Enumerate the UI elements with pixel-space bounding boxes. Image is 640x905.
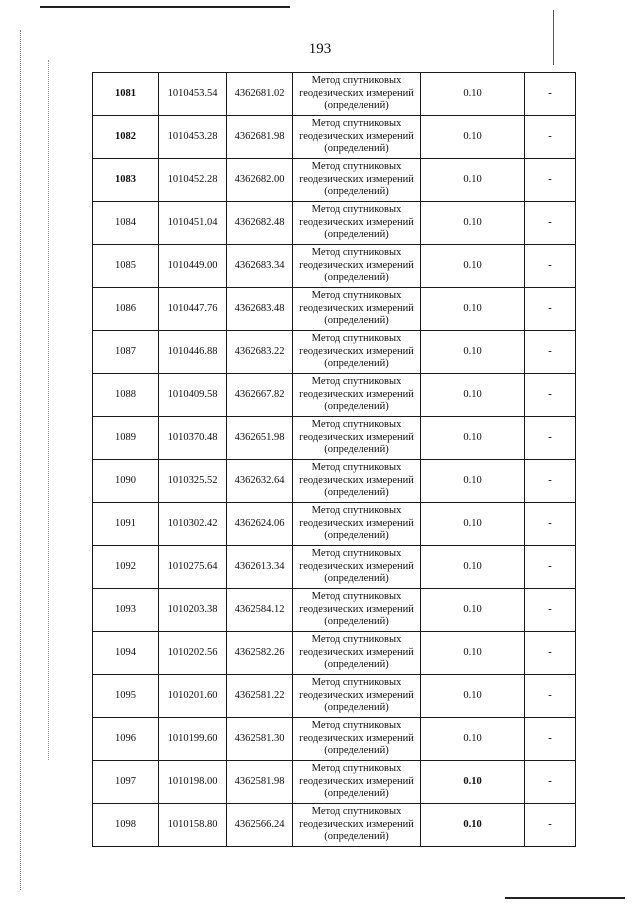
method-line: геодезических измерений <box>299 732 414 744</box>
method-line: Метод спутниковых <box>311 634 402 646</box>
method-line: геодезических измерений <box>299 302 414 314</box>
note-cell: - <box>525 116 576 159</box>
measurement-method <box>293 675 421 718</box>
x-coordinate: 1010453.28 <box>159 116 227 159</box>
method-line: Метод спутниковых <box>311 462 402 474</box>
accuracy-value: 0.10 <box>421 460 525 503</box>
scan-artifact-left-margin-2 <box>48 60 49 760</box>
point-number: 1086 <box>93 288 159 331</box>
method-line: геодезических измерений <box>299 388 414 400</box>
method-line: (определений) <box>324 186 389 198</box>
measurement-method <box>293 503 421 546</box>
note-cell: - <box>525 202 576 245</box>
x-coordinate: 1010447.76 <box>159 288 227 331</box>
y-coordinate: 4362682.00 <box>227 159 293 202</box>
method-line: Метод спутниковых <box>311 204 402 216</box>
point-number: 1082 <box>93 116 159 159</box>
method-line: Метод спутниковых <box>311 118 402 130</box>
method-line: геодезических измерений <box>299 517 414 529</box>
method-line: Метод спутниковых <box>311 75 402 87</box>
method-line: Метод спутниковых <box>311 806 402 818</box>
method-line: (определений) <box>324 659 389 671</box>
x-coordinate: 1010201.60 <box>159 675 227 718</box>
y-coordinate: 4362682.48 <box>227 202 293 245</box>
page-number: 193 <box>308 41 332 57</box>
method-line: геодезических измерений <box>299 646 414 658</box>
point-number: 1090 <box>93 460 159 503</box>
point-number: 1081 <box>93 73 159 116</box>
measurement-method <box>293 73 421 116</box>
accuracy-value: 0.10 <box>421 632 525 675</box>
method-line: (определений) <box>324 530 389 542</box>
table-row <box>93 804 576 847</box>
point-number: 1098 <box>93 804 159 847</box>
method-line: (определений) <box>324 487 389 499</box>
measurement-method <box>293 460 421 503</box>
y-coordinate: 4362683.22 <box>227 331 293 374</box>
method-line: геодезических измерений <box>299 775 414 787</box>
accuracy-value: 0.10 <box>421 804 525 847</box>
y-coordinate: 4362566.24 <box>227 804 293 847</box>
table-row <box>93 675 576 718</box>
table-row <box>93 116 576 159</box>
y-coordinate: 4362584.12 <box>227 589 293 632</box>
scan-artifact-bottom-line <box>505 897 625 899</box>
y-coordinate: 4362681.98 <box>227 116 293 159</box>
x-coordinate: 1010302.42 <box>159 503 227 546</box>
scan-artifact-left-margin <box>20 30 21 890</box>
method-line: геодезических измерений <box>299 130 414 142</box>
method-line: (определений) <box>324 272 389 284</box>
y-coordinate: 4362581.22 <box>227 675 293 718</box>
point-number: 1083 <box>93 159 159 202</box>
accuracy-value: 0.10 <box>421 116 525 159</box>
method-line: (определений) <box>324 788 389 800</box>
point-number: 1084 <box>93 202 159 245</box>
method-line: геодезических измерений <box>299 173 414 185</box>
method-line: Метод спутниковых <box>311 677 402 689</box>
table-row <box>93 503 576 546</box>
note-cell: - <box>525 589 576 632</box>
accuracy-value: 0.10 <box>421 374 525 417</box>
method-line: Метод спутниковых <box>311 548 402 560</box>
method-line: (определений) <box>324 229 389 241</box>
x-coordinate: 1010203.38 <box>159 589 227 632</box>
coordinates-table <box>92 72 576 847</box>
x-coordinate: 1010449.00 <box>159 245 227 288</box>
method-line: (определений) <box>324 573 389 585</box>
y-coordinate: 4362581.30 <box>227 718 293 761</box>
method-line: Метод спутниковых <box>311 505 402 517</box>
method-line: Метод спутниковых <box>311 247 402 259</box>
table-row <box>93 417 576 460</box>
method-line: геодезических измерений <box>299 87 414 99</box>
method-line: геодезических измерений <box>299 431 414 443</box>
accuracy-value: 0.10 <box>421 202 525 245</box>
point-number: 1089 <box>93 417 159 460</box>
x-coordinate: 1010370.48 <box>159 417 227 460</box>
accuracy-value: 0.10 <box>421 718 525 761</box>
note-cell: - <box>525 245 576 288</box>
measurement-method <box>293 804 421 847</box>
note-cell: - <box>525 288 576 331</box>
measurement-method <box>293 245 421 288</box>
point-number: 1091 <box>93 503 159 546</box>
method-line: геодезических измерений <box>299 474 414 486</box>
point-number: 1097 <box>93 761 159 804</box>
accuracy-value: 0.10 <box>421 546 525 589</box>
measurement-method <box>293 761 421 804</box>
method-line: Метод спутниковых <box>311 290 402 302</box>
accuracy-value: 0.10 <box>421 159 525 202</box>
measurement-method <box>293 288 421 331</box>
point-number: 1088 <box>93 374 159 417</box>
x-coordinate: 1010409.58 <box>159 374 227 417</box>
note-cell: - <box>525 503 576 546</box>
method-line: (определений) <box>324 315 389 327</box>
accuracy-value: 0.10 <box>421 73 525 116</box>
table-row <box>93 331 576 374</box>
method-line: геодезических измерений <box>299 259 414 271</box>
table-row <box>93 374 576 417</box>
table-row <box>93 761 576 804</box>
note-cell: - <box>525 331 576 374</box>
note-cell: - <box>525 374 576 417</box>
point-number: 1087 <box>93 331 159 374</box>
method-line: Метод спутниковых <box>311 419 402 431</box>
scan-artifact-top-line <box>40 6 290 8</box>
point-number: 1095 <box>93 675 159 718</box>
table-row <box>93 546 576 589</box>
table-row <box>93 288 576 331</box>
measurement-method <box>293 374 421 417</box>
measurement-method <box>293 718 421 761</box>
method-line: геодезических измерений <box>299 560 414 572</box>
accuracy-value: 0.10 <box>421 675 525 718</box>
y-coordinate: 4362651.98 <box>227 417 293 460</box>
table-row <box>93 159 576 202</box>
method-line: (определений) <box>324 702 389 714</box>
method-line: (определений) <box>324 745 389 757</box>
y-coordinate: 4362632.64 <box>227 460 293 503</box>
y-coordinate: 4362581.98 <box>227 761 293 804</box>
accuracy-value: 0.10 <box>421 245 525 288</box>
table-row <box>93 460 576 503</box>
x-coordinate: 1010275.64 <box>159 546 227 589</box>
method-line: геодезических измерений <box>299 818 414 830</box>
note-cell: - <box>525 417 576 460</box>
accuracy-value: 0.10 <box>421 331 525 374</box>
x-coordinate: 1010202.56 <box>159 632 227 675</box>
y-coordinate: 4362683.48 <box>227 288 293 331</box>
measurement-method <box>293 202 421 245</box>
x-coordinate: 1010453.54 <box>159 73 227 116</box>
x-coordinate: 1010451.04 <box>159 202 227 245</box>
accuracy-value: 0.10 <box>421 417 525 460</box>
method-line: Метод спутниковых <box>311 376 402 388</box>
table-row <box>93 245 576 288</box>
method-line: геодезических измерений <box>299 603 414 615</box>
method-line: (определений) <box>324 616 389 628</box>
accuracy-value: 0.10 <box>421 589 525 632</box>
measurement-method <box>293 546 421 589</box>
note-cell: - <box>525 718 576 761</box>
measurement-method <box>293 116 421 159</box>
method-line: (определений) <box>324 358 389 370</box>
method-line: (определений) <box>324 831 389 843</box>
point-number: 1092 <box>93 546 159 589</box>
method-line: (определений) <box>324 100 389 112</box>
point-number: 1094 <box>93 632 159 675</box>
measurement-method <box>293 632 421 675</box>
accuracy-value: 0.10 <box>421 288 525 331</box>
measurement-method <box>293 589 421 632</box>
note-cell: - <box>525 761 576 804</box>
method-line: Метод спутниковых <box>311 720 402 732</box>
y-coordinate: 4362683.34 <box>227 245 293 288</box>
table-row <box>93 589 576 632</box>
measurement-method <box>293 417 421 460</box>
point-number: 1085 <box>93 245 159 288</box>
method-line: геодезических измерений <box>299 345 414 357</box>
measurement-method <box>293 159 421 202</box>
note-cell: - <box>525 675 576 718</box>
y-coordinate: 4362624.06 <box>227 503 293 546</box>
note-cell: - <box>525 804 576 847</box>
x-coordinate: 1010325.52 <box>159 460 227 503</box>
y-coordinate: 4362681.02 <box>227 73 293 116</box>
point-number: 1096 <box>93 718 159 761</box>
table-row <box>93 73 576 116</box>
point-number: 1093 <box>93 589 159 632</box>
method-line: Метод спутниковых <box>311 333 402 345</box>
table-row <box>93 632 576 675</box>
method-line: (определений) <box>324 401 389 413</box>
note-cell: - <box>525 159 576 202</box>
table-row <box>93 202 576 245</box>
method-line: Метод спутниковых <box>311 591 402 603</box>
method-line: геодезических измерений <box>299 689 414 701</box>
x-coordinate: 1010452.28 <box>159 159 227 202</box>
note-cell: - <box>525 73 576 116</box>
table-row <box>93 718 576 761</box>
x-coordinate: 1010158.80 <box>159 804 227 847</box>
y-coordinate: 4362582.26 <box>227 632 293 675</box>
note-cell: - <box>525 632 576 675</box>
accuracy-value: 0.10 <box>421 503 525 546</box>
note-cell: - <box>525 546 576 589</box>
accuracy-value: 0.10 <box>421 761 525 804</box>
measurement-method <box>293 331 421 374</box>
note-cell: - <box>525 460 576 503</box>
y-coordinate: 4362667.82 <box>227 374 293 417</box>
y-coordinate: 4362613.34 <box>227 546 293 589</box>
x-coordinate: 1010199.60 <box>159 718 227 761</box>
method-line: (определений) <box>324 143 389 155</box>
method-line: Метод спутниковых <box>311 161 402 173</box>
x-coordinate: 1010198.00 <box>159 761 227 804</box>
x-coordinate: 1010446.88 <box>159 331 227 374</box>
method-line: Метод спутниковых <box>311 763 402 775</box>
method-line: (определений) <box>324 444 389 456</box>
method-line: геодезических измерений <box>299 216 414 228</box>
